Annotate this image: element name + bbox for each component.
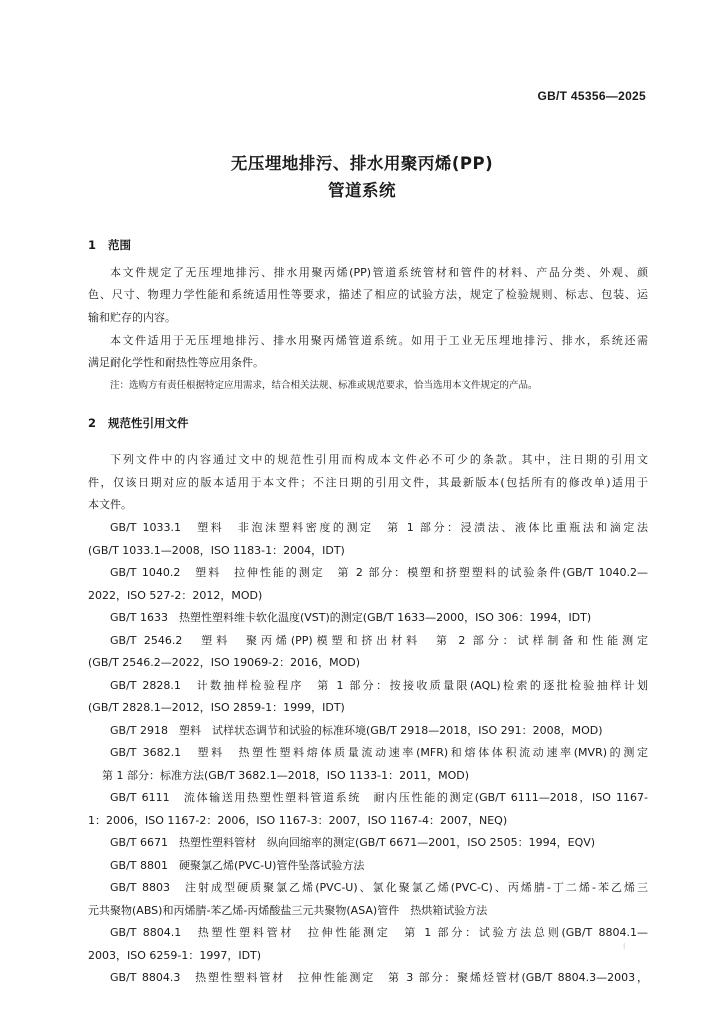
section-title: 规范性引用文件 xyxy=(108,416,189,430)
paragraph-line: 输和贮存的内容。 xyxy=(88,311,176,324)
reference-line: GB/T 8801 硬聚氯乙烯(PVC-U)管件坠落试验方法 xyxy=(110,859,365,872)
paragraph-line: 色、尺寸、物理力学性能和系统适用性等要求，描述了相应的试验方法，规定了检验规则、标志、包装、运 xyxy=(88,288,648,301)
reference-line: GB/T 1040.2 塑料 拉伸性能的测定 第 2 部分：模塑和挤塑塑料的试验条件(GB/T 1040.2— xyxy=(110,566,648,579)
reference-line: GB/T 1633 热塑性塑料维卡软化温度(VST)的测定(GB/T 1633—2000，ISO 306：1994，IDT) xyxy=(110,611,592,624)
section-title: 范围 xyxy=(108,238,132,252)
note-text: 注：选购方有责任根据特定应用需求，结合相关法规、标准或规范要求，恰当选用本文件规定的产品。 xyxy=(110,380,538,391)
section-number: 1 xyxy=(88,238,97,252)
reference-line: GB/T 8803 注射成型硬质聚氯乙烯(PVC-U)、氯化聚氯乙烯(PVC-C)、丙烯腈-丁二烯-苯乙烯三 xyxy=(110,881,648,894)
reference-line: GB/T 3682.1 塑料 热塑性塑料熔体质量流动速率(MFR)和熔体体积流动速率(MVR)的测定 xyxy=(110,746,648,759)
reference-line: GB/T 6111 流体输送用热塑性塑料管道系统 耐内压性能的测定(GB/T 6111—2018，ISO 1167- xyxy=(110,791,648,804)
paragraph-line: 本文件。 xyxy=(88,498,132,511)
reference-line: (GB/T 2828.1—2012，ISO 2859-1：1999，IDT) xyxy=(88,701,345,714)
reference-line: 2022，ISO 527-2：2012，MOD) xyxy=(88,589,263,602)
reference-line: GB/T 1033.1 塑料 非泡沫塑料密度的测定 第 1 部分：浸渍法、液体比重瓶法和滴定法 xyxy=(110,521,648,534)
section-heading-normative-references xyxy=(88,415,189,431)
page-mark: I xyxy=(623,942,626,951)
section-heading-scope xyxy=(88,237,131,253)
document-title-line-2: 管道系统 xyxy=(328,181,396,200)
paragraph-line: 本文件适用于无压埋地排污、排水用聚丙烯管道系统。如用于工业无压埋地排污、排水，系统还需 xyxy=(110,334,648,347)
reference-line: GB/T 6671 热塑性塑料管材 纵向回缩率的测定(GB/T 6671—2001，ISO 2505：1994，EQV) xyxy=(110,836,596,849)
standard-number: GB/T 45356—2025 xyxy=(537,89,646,103)
reference-line: 元共聚物(ABS)和丙烯腈-苯乙烯-丙烯酸盐三元共聚物(ASA)管件 热烘箱试验方法 xyxy=(88,904,488,917)
paragraph-line: 下列文件中的内容通过文中的规范性引用而构成本文件必不可少的条款。其中，注日期的引用文 xyxy=(110,453,648,466)
reference-line: 2003，ISO 6259-1：1997，IDT) xyxy=(88,949,262,962)
reference-line: GB/T 2546.2 塑料 聚丙烯(PP)模塑和挤出材料 第 2 部分：试样制备和性能测定 xyxy=(110,634,648,647)
paragraph-line: 满足耐化学性和耐热性等应用条件。 xyxy=(88,356,264,369)
reference-line: 1：2006，ISO 1167-2：2006，ISO 1167-3：2007，ISO 1167-4：2007，NEQ) xyxy=(88,814,508,827)
reference-line: (GB/T 1033.1—2008，ISO 1183-1：2004，IDT) xyxy=(88,544,345,557)
reference-line: GB/T 8804.1 热塑性塑料管材 拉伸性能测定 第 1 部分：试验方法总则(GB/T 8804.1— xyxy=(110,926,648,939)
reference-line: GB/T 8804.3 热塑性塑料管材 拉伸性能测定 第 3 部分：聚烯烃管材(GB/T 8804.3—2003， xyxy=(110,971,648,984)
reference-line: (GB/T 2546.2—2022，ISO 19069-2：2016，MOD) xyxy=(88,656,361,669)
section-number: 2 xyxy=(88,416,97,430)
reference-line: GB/T 2918 塑料 试样状态调节和试验的标准环境(GB/T 2918—2018，ISO 291：2008，MOD) xyxy=(110,724,603,737)
document-title-line-1: 无压埋地排污、排水用聚丙烯(PP) xyxy=(230,154,494,173)
paragraph-line: 本文件规定了无压埋地排污、排水用聚丙烯(PP)管道系统管材和管件的材料、产品分类、外观、颜 xyxy=(110,266,648,279)
paragraph-line: 件，仅该日期对应的版本适用于本文件；不注日期的引用文件，其最新版本(包括所有的修改单)适用于 xyxy=(88,476,648,489)
reference-line: 第 1 部分：标准方法(GB/T 3682.1—2018，ISO 1133-1：2011，MOD) xyxy=(102,769,470,782)
reference-line: GB/T 2828.1 计数抽样检验程序 第 1 部分：按接收质量限(AQL)检索的逐批检验抽样计划 xyxy=(110,679,648,692)
